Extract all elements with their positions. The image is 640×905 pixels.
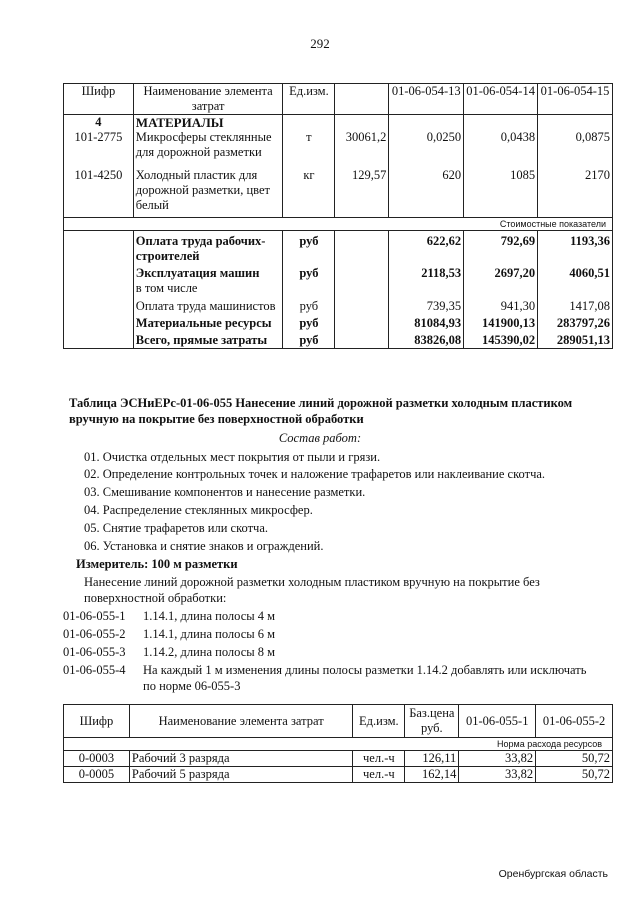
table-header-row [64, 705, 613, 738]
item-text-continued: по норме 06-055-3 [143, 679, 241, 693]
row-unit: чел.-ч [353, 767, 405, 783]
header-unit: Ед.изм. [283, 84, 335, 115]
row-v3: 2170 [538, 160, 613, 218]
item-text: На каждый 1 м изменения длины полосы разметки 1.14.2 добавлять или исключать [143, 663, 587, 677]
header-code: Шифр [64, 84, 134, 115]
section-code: 4 [64, 115, 134, 131]
row-price: 126,11 [405, 751, 459, 767]
table-header-row [64, 84, 613, 115]
row-name: Всего, прямые затраты [133, 331, 283, 349]
work-item: 06. Установка и снятие знаков и ограждений. [84, 539, 324, 553]
item-code: 01-06-055-2 [63, 627, 126, 641]
item-code: 01-06-055-3 [63, 645, 126, 659]
work-item: 02. Определение контрольных точек и наложение трафаретов или наклеивание скотча. [84, 467, 546, 481]
header-name: Наименование элемента затрат [133, 84, 283, 115]
row-name: Микросферы стеклянные для дорожной разметки [133, 130, 283, 160]
table-row [64, 751, 613, 767]
row-unit: т [283, 130, 335, 160]
row-v1: 81084,93 [389, 314, 464, 331]
row-unit: руб [283, 331, 335, 349]
row-subtitle: в том числе [135, 281, 198, 295]
works-title: Состав работ: [278, 431, 362, 445]
row-name: Материальные ресурсы [133, 314, 283, 331]
table-row [64, 160, 613, 218]
row-v2: 145390,02 [464, 331, 538, 349]
row-price: 129,57 [335, 160, 389, 218]
row-v2: 0,0438 [464, 130, 538, 160]
header-col-1: 01-06-055-1 [459, 705, 536, 738]
row-unit: руб [283, 264, 335, 296]
row-v1: 620 [389, 160, 464, 218]
row-v3: 289051,13 [538, 331, 613, 349]
norm-header: Норма расхода ресурсов [64, 738, 613, 751]
row-name: Эксплуатация машин [135, 266, 260, 280]
row-v1: 83826,08 [389, 331, 464, 349]
row-price: 30061,2 [335, 130, 389, 160]
row-v1: 0,0250 [389, 130, 464, 160]
header-col-15: 01-06-054-15 [538, 84, 613, 115]
page-number: 292 [310, 36, 330, 51]
footer-region: Оренбургская область [498, 868, 608, 880]
row-unit: чел.-ч [353, 751, 405, 767]
norm-header-row [64, 738, 613, 751]
item-text: 1.14.2, длина полосы 8 м [143, 645, 276, 659]
row-v2: 941,30 [464, 296, 538, 314]
row-code: 101-4250 [64, 160, 134, 218]
meter: Измеритель: 100 м разметки [76, 557, 238, 571]
cost-header-row [64, 218, 613, 231]
row-name: Оплата труда рабочих-строителей [133, 231, 283, 265]
work-item: 04. Распределение стеклянных микросфер. [84, 503, 313, 517]
row-v2: 50,72 [536, 767, 613, 783]
row-code: 0-0005 [64, 767, 130, 783]
section-title-line1: Таблица ЭСНиЕРс-01-06-055 Нанесение линий дорожной разметки холодным пластиком [69, 396, 573, 410]
row-name: Оплата труда машинистов [133, 296, 283, 314]
row-v3: 1193,36 [538, 231, 613, 265]
description-line1: Нанесение линий дорожной разметки холодным пластиком вручную на покрытие без [84, 575, 540, 589]
row-unit: руб [283, 314, 335, 331]
work-item: 05. Снятие трафаретов или скотча. [84, 521, 269, 535]
row-unit: руб [283, 296, 335, 314]
header-price [335, 84, 389, 115]
row-price: 162,14 [405, 767, 459, 783]
table-row [64, 331, 613, 349]
table-row [64, 231, 613, 265]
row-v3: 1417,08 [538, 296, 613, 314]
resource-table-055 [63, 704, 613, 783]
header-unit: Ед.изм. [353, 705, 405, 738]
row-v1: 33,82 [459, 751, 536, 767]
row-name: Холодный пластик для дорожной разметки, цвет белый [133, 160, 283, 218]
row-code: 101-2775 [64, 130, 134, 160]
row-v3: 283797,26 [538, 314, 613, 331]
resource-table-054 [63, 83, 613, 349]
row-v1: 33,82 [459, 767, 536, 783]
row-v1: 622,62 [389, 231, 464, 265]
cost-header: Стоимостные показатели [64, 218, 613, 231]
table-row [64, 130, 613, 160]
row-code: 0-0003 [64, 751, 130, 767]
item-text: 1.14.1, длина полосы 4 м [143, 609, 276, 623]
header-col-13: 01-06-054-13 [389, 84, 464, 115]
row-v2: 1085 [464, 160, 538, 218]
description-line2: поверхностной обработки: [84, 591, 227, 605]
row-name: Рабочий 3 разряда [129, 751, 352, 767]
section-title-line2: вручную на покрытие без поверхностной обработки [69, 412, 364, 426]
work-item: 03. Смешивание компонентов и нанесение разметки. [84, 485, 366, 499]
row-v1: 2118,53 [389, 264, 464, 296]
row-v2: 141900,13 [464, 314, 538, 331]
row-v1: 739,35 [389, 296, 464, 314]
table-row [64, 767, 613, 783]
table-row [64, 314, 613, 331]
header-col-14: 01-06-054-14 [464, 84, 538, 115]
header-name: Наименование элемента затрат [129, 705, 352, 738]
table-row [64, 296, 613, 314]
header-price: Баз.цена руб. [405, 705, 459, 738]
row-v2: 50,72 [536, 751, 613, 767]
row-v3: 0,0875 [538, 130, 613, 160]
section-row [64, 115, 613, 131]
table-row [64, 264, 613, 296]
row-v2: 792,69 [464, 231, 538, 265]
item-text: 1.14.1, длина полосы 6 м [143, 627, 276, 641]
item-code: 01-06-055-1 [63, 609, 126, 623]
item-code: 01-06-055-4 [63, 663, 126, 677]
row-v2: 2697,20 [464, 264, 538, 296]
row-name: Рабочий 5 разряда [129, 767, 352, 783]
row-unit: руб [283, 231, 335, 265]
work-item: 01. Очистка отдельных мест покрытия от пыли и грязи. [84, 450, 381, 464]
header-col-2: 01-06-055-2 [536, 705, 613, 738]
row-unit: кг [283, 160, 335, 218]
section-title: МАТЕРИАЛЫ [133, 115, 283, 131]
row-v3: 4060,51 [538, 264, 613, 296]
header-code: Шифр [64, 705, 130, 738]
